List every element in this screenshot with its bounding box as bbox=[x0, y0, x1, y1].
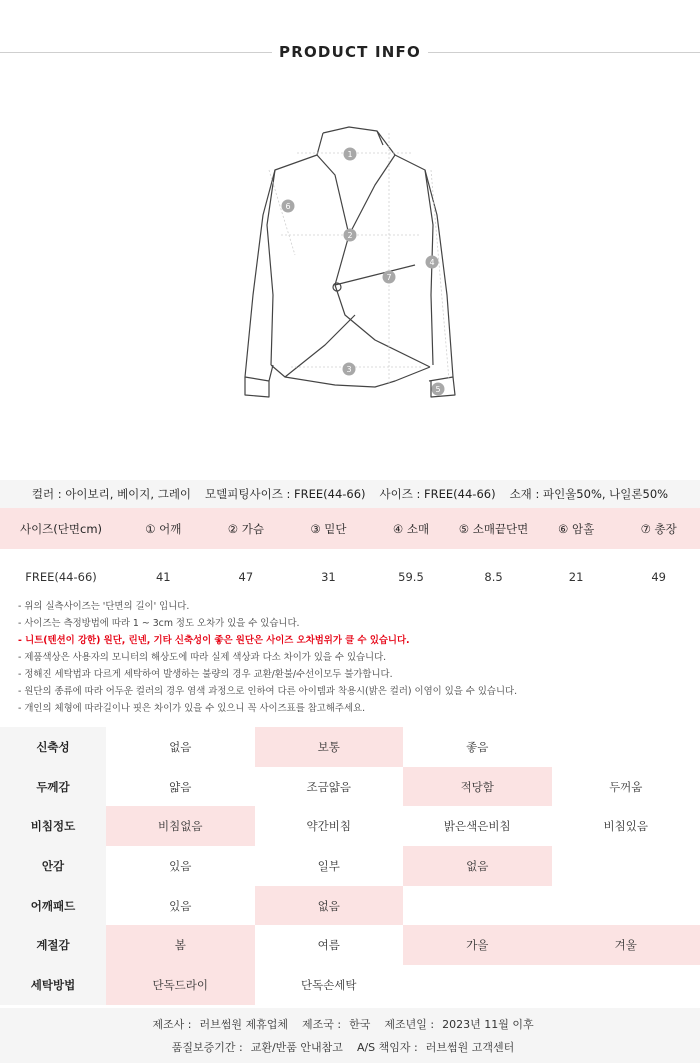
size-table bbox=[0, 508, 700, 604]
property-row bbox=[0, 925, 700, 965]
footer-label: 제조국 : bbox=[302, 1017, 342, 1031]
property-option: 밝은색은비침 bbox=[443, 819, 511, 834]
property-option: 없음 bbox=[169, 739, 192, 754]
note-item: - 정해진 세탁법과 다르게 세탁하여 발생하는 불량의 경우 교환/환불/수선이모두 불가합니다. bbox=[18, 669, 393, 680]
footer-label: 품질보증기간 : bbox=[171, 1040, 243, 1054]
property-label: 계절감 bbox=[0, 925, 106, 965]
product-footer bbox=[0, 1008, 700, 1063]
property-row bbox=[0, 767, 700, 807]
property-option: 단독손세탁 bbox=[300, 977, 357, 992]
footer-value: 한국 bbox=[349, 1017, 371, 1031]
property-option: 단독드라이 bbox=[106, 965, 255, 1005]
product-summary bbox=[0, 480, 700, 508]
property-option: 비침없음 bbox=[106, 806, 255, 846]
property-option: 여름 bbox=[317, 938, 340, 953]
page-title: PRODUCT INFO bbox=[279, 43, 421, 61]
property-option: 있음 bbox=[169, 898, 192, 913]
footer-value: 2023년 11월 이후 bbox=[442, 1017, 534, 1031]
property-option: 약간비침 bbox=[306, 819, 351, 834]
marker-label: 3 bbox=[346, 365, 352, 374]
size-header-row bbox=[0, 508, 700, 549]
property-label: 신축성 bbox=[0, 727, 106, 767]
size-header-cell: ⑥ 암홀 bbox=[535, 508, 618, 549]
section-header bbox=[0, 40, 700, 66]
size-notes bbox=[18, 598, 698, 717]
property-option: 일부 bbox=[317, 858, 340, 873]
footer-value: 러브썸원 제휴업체 bbox=[199, 1017, 289, 1031]
footer-label: 제조년일 : bbox=[384, 1017, 435, 1031]
property-option bbox=[552, 846, 700, 886]
property-option bbox=[552, 886, 700, 926]
size-header-cell: ⑦ 총장 bbox=[617, 508, 700, 549]
summary-color: 컬러 : 아이보리, 베이지, 그레이 bbox=[31, 487, 192, 501]
property-label: 어깨패드 bbox=[0, 886, 106, 926]
size-cell: 41 bbox=[155, 569, 171, 584]
footer-label: A/S 책임자 : bbox=[356, 1040, 418, 1054]
property-option: 가을 bbox=[403, 925, 552, 965]
size-cell: 31 bbox=[321, 569, 336, 584]
property-label: 세탁방법 bbox=[0, 965, 106, 1005]
footer-row bbox=[0, 1012, 700, 1035]
note-item: - 위의 실측사이즈는 '단면의 길이' 입니다. bbox=[18, 601, 190, 612]
size-header-cell: ③ 밑단 bbox=[287, 508, 370, 549]
property-option: 겨울 bbox=[552, 925, 700, 965]
footer-value: 교환/반품 안내참고 bbox=[250, 1040, 343, 1054]
property-option: 두꺼움 bbox=[609, 779, 643, 794]
property-option bbox=[403, 886, 552, 926]
note-item: - 개인의 체형에 따라길이나 핏은 차이가 있을 수 있으니 꼭 사이즈표를 참고해주세요. bbox=[18, 703, 366, 714]
property-row bbox=[0, 846, 700, 886]
footer-row bbox=[0, 1035, 700, 1058]
property-option: 좋음 bbox=[466, 739, 489, 754]
footer-value: 러브썸원 고객센터 bbox=[425, 1040, 515, 1054]
property-row bbox=[0, 886, 700, 926]
size-cell: 49 bbox=[651, 569, 666, 584]
property-option bbox=[552, 965, 700, 1005]
property-option: 조금얇음 bbox=[306, 779, 351, 794]
marker-label: 1 bbox=[347, 150, 353, 159]
property-label: 두께감 bbox=[0, 767, 106, 807]
property-option: 비침있음 bbox=[603, 819, 648, 834]
marker-label: 2 bbox=[347, 231, 353, 240]
marker-label: 7 bbox=[386, 273, 392, 282]
property-label: 안감 bbox=[0, 846, 106, 886]
property-option: 봄 bbox=[106, 925, 255, 965]
fabric-properties-table bbox=[0, 727, 700, 1005]
property-option bbox=[552, 727, 700, 767]
property-option: 얇음 bbox=[169, 779, 192, 794]
property-option: 없음 bbox=[403, 846, 552, 886]
table-row bbox=[0, 549, 700, 604]
divider bbox=[428, 52, 700, 53]
size-header-cell: ⑤ 소매끝단면 bbox=[452, 508, 535, 549]
summary-size: 사이즈 : FREE(44-66) bbox=[379, 487, 496, 501]
property-option: 적당함 bbox=[403, 767, 552, 807]
property-option bbox=[403, 965, 552, 1005]
warning-note: - 니트(텐션이 강한) 원단, 린넨, 기타 신축성이 좋은 원단은 사이즈 오차범위가 클 수 있습니다. bbox=[18, 635, 410, 646]
summary-material: 소재 : 파인울50%, 나일론50% bbox=[509, 487, 669, 501]
size-header-cell: ① 어깨 bbox=[122, 508, 205, 549]
marker-label: 4 bbox=[429, 258, 435, 267]
size-header-cell: ④ 소매 bbox=[370, 508, 453, 549]
property-row bbox=[0, 965, 700, 1005]
marker-label: 6 bbox=[285, 202, 291, 211]
size-cell: 59.5 bbox=[398, 569, 424, 584]
size-cell: FREE(44-66) bbox=[25, 569, 97, 584]
summary-model-size: 모델피팅사이즈 : FREE(44-66) bbox=[205, 487, 366, 501]
marker-label: 5 bbox=[435, 385, 441, 394]
property-option: 없음 bbox=[255, 886, 404, 926]
footer-label: 제조사 : bbox=[152, 1017, 192, 1031]
property-label: 비침정도 bbox=[0, 806, 106, 846]
property-option: 있음 bbox=[169, 858, 192, 873]
property-row bbox=[0, 727, 700, 767]
size-header-cell: 사이즈(단면cm) bbox=[0, 508, 122, 549]
property-row bbox=[0, 806, 700, 846]
size-cell: 47 bbox=[238, 569, 254, 584]
size-cell: 8.5 bbox=[484, 569, 503, 584]
note-item: - 원단의 종류에 따라 어두운 컬러의 경우 염색 과정으로 인하여 다른 아이템과 착용시(밝은 컬러) 이염이 있을 수 있습니다. bbox=[18, 686, 518, 697]
jacket-measurement-diagram bbox=[225, 115, 475, 415]
size-cell: 21 bbox=[568, 569, 584, 584]
note-item: - 제품색상은 사용자의 모니터의 해상도에 따라 실제 색상과 다소 차이가 있을 수 있습니다. bbox=[18, 652, 387, 663]
property-option: 보통 bbox=[255, 727, 404, 767]
note-item: - 사이즈는 측정방법에 따라 1 ~ 3cm 정도 오차가 있을 수 있습니다. bbox=[18, 618, 300, 629]
size-header-cell: ② 가슴 bbox=[205, 508, 288, 549]
